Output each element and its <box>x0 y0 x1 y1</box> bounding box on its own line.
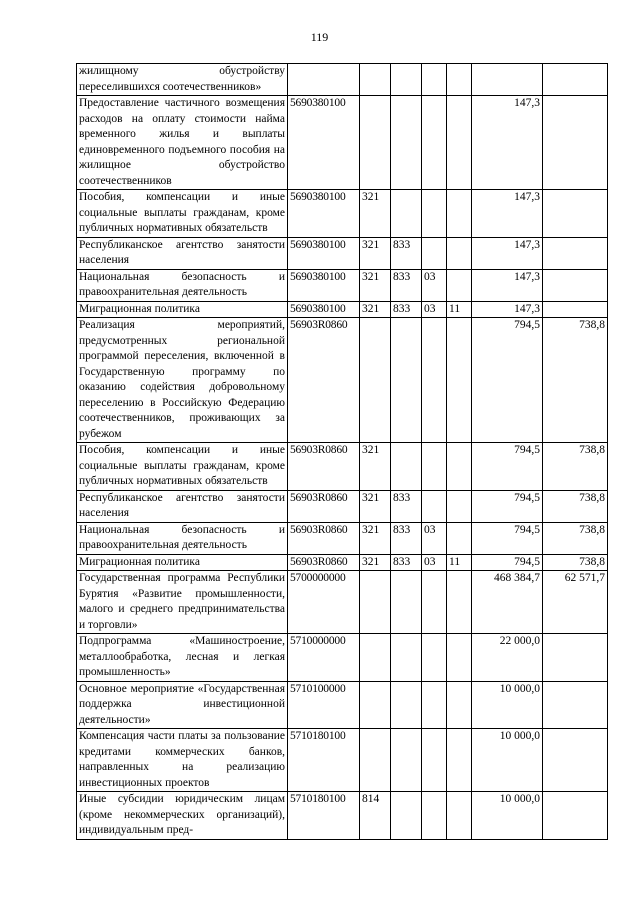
cell-amount-1: 22 000,0 <box>472 634 543 682</box>
cell-administrator: 833 <box>391 522 422 554</box>
table-row <box>77 571 608 634</box>
cell-subsection <box>447 490 472 522</box>
cell-subsection <box>447 64 472 96</box>
cell-expense-type <box>360 634 391 682</box>
cell-name: Пособия, компенсации и иные социальные выплаты гражданам, кроме публичных нормативных обязательств <box>77 443 288 491</box>
cell-amount-2 <box>543 729 608 792</box>
cell-expense-type <box>360 96 391 190</box>
cell-name: Предоставление частичного возмещения расходов на оплату стоимости найма временного жилья и выплаты единовременного подъемного пособия на жилищное обустройство соотечественников <box>77 96 288 190</box>
cell-expense-type: 321 <box>360 554 391 571</box>
cell-section: 03 <box>422 554 447 571</box>
cell-section <box>422 96 447 190</box>
cell-administrator <box>391 443 422 491</box>
cell-amount-1: 794,5 <box>472 318 543 443</box>
cell-target-article: 5690380100 <box>288 269 360 301</box>
cell-target-article: 5710180100 <box>288 792 360 840</box>
cell-administrator <box>391 729 422 792</box>
table-row <box>77 443 608 491</box>
cell-amount-1: 794,5 <box>472 443 543 491</box>
cell-name: Национальная безопасность и правоохранительная деятельность <box>77 269 288 301</box>
table-row <box>77 681 608 729</box>
cell-subsection <box>447 571 472 634</box>
cell-target-article: 56903R0860 <box>288 522 360 554</box>
cell-section: 03 <box>422 269 447 301</box>
cell-amount-1: 147,3 <box>472 269 543 301</box>
cell-amount-1: 10 000,0 <box>472 792 543 840</box>
cell-name: жилищному обустройству переселившихся соотечественников» <box>77 64 288 96</box>
cell-section <box>422 571 447 634</box>
cell-target-article: 5690380100 <box>288 190 360 238</box>
cell-name: Государственная программа Республики Бурятия «Развитие промышленности, малого и среднего предпринимательства и торговли» <box>77 571 288 634</box>
cell-section <box>422 681 447 729</box>
cell-subsection <box>447 96 472 190</box>
cell-section <box>422 64 447 96</box>
cell-name: Национальная безопасность и правоохранительная деятельность <box>77 522 288 554</box>
cell-section <box>422 634 447 682</box>
cell-expense-type: 321 <box>360 301 391 318</box>
table-row <box>77 301 608 318</box>
cell-subsection <box>447 269 472 301</box>
cell-amount-2 <box>543 792 608 840</box>
cell-amount-1: 147,3 <box>472 237 543 269</box>
cell-amount-2 <box>543 634 608 682</box>
cell-section <box>422 190 447 238</box>
cell-subsection <box>447 190 472 238</box>
cell-amount-2 <box>543 64 608 96</box>
table-row <box>77 190 608 238</box>
cell-administrator <box>391 96 422 190</box>
table-row <box>77 634 608 682</box>
cell-expense-type: 321 <box>360 490 391 522</box>
cell-subsection <box>447 792 472 840</box>
cell-section <box>422 237 447 269</box>
cell-name: Пособия, компенсации и иные социальные выплаты гражданам, кроме публичных нормативных обязательств <box>77 190 288 238</box>
cell-name: Иные субсидии юридическим лицам (кроме некоммерческих организаций), индивидуальным пред- <box>77 792 288 840</box>
cell-name: Подпрограмма «Машиностроение, металлообработка, лесная и легкая промышленность» <box>77 634 288 682</box>
page-number: 119 <box>310 30 329 44</box>
table-row <box>77 237 608 269</box>
cell-target-article: 5710180100 <box>288 729 360 792</box>
cell-administrator <box>391 64 422 96</box>
cell-target-article: 5710100000 <box>288 681 360 729</box>
cell-amount-2: 738,8 <box>543 522 608 554</box>
cell-administrator <box>391 634 422 682</box>
cell-subsection <box>447 318 472 443</box>
cell-subsection <box>447 681 472 729</box>
table-row <box>77 64 608 96</box>
table-body <box>77 64 608 840</box>
cell-amount-1: 468 384,7 <box>472 571 543 634</box>
cell-amount-1: 794,5 <box>472 522 543 554</box>
cell-amount-1 <box>472 64 543 96</box>
cell-amount-2 <box>543 301 608 318</box>
cell-administrator: 833 <box>391 490 422 522</box>
cell-target-article: 5710000000 <box>288 634 360 682</box>
cell-target-article: 5690380100 <box>288 301 360 318</box>
cell-name: Основное мероприятие «Государственная поддержка инвестиционной деятельности» <box>77 681 288 729</box>
cell-section <box>422 318 447 443</box>
cell-name: Миграционная политика <box>77 554 288 571</box>
cell-amount-2: 738,8 <box>543 443 608 491</box>
cell-target-article: 5690380100 <box>288 237 360 269</box>
cell-amount-2: 738,8 <box>543 490 608 522</box>
cell-expense-type <box>360 318 391 443</box>
cell-name: Реализация мероприятий, предусмотренных региональной программой переселения, включенной в Государственную программу по оказанию содействия добровольному переселению в Российскую Федерацию соотечественников, проживающих за рубежом <box>77 318 288 443</box>
cell-amount-2 <box>543 269 608 301</box>
table-row <box>77 729 608 792</box>
cell-amount-1: 794,5 <box>472 490 543 522</box>
cell-name: Компенсация части платы за пользование кредитами коммерческих банков, направленных на реализацию инвестиционных проектов <box>77 729 288 792</box>
table-row <box>77 522 608 554</box>
cell-amount-1: 147,3 <box>472 96 543 190</box>
cell-amount-1: 147,3 <box>472 190 543 238</box>
cell-target-article: 56903R0860 <box>288 318 360 443</box>
cell-section <box>422 792 447 840</box>
cell-expense-type: 321 <box>360 443 391 491</box>
cell-administrator <box>391 318 422 443</box>
cell-name: Миграционная политика <box>77 301 288 318</box>
cell-expense-type: 321 <box>360 269 391 301</box>
cell-amount-2 <box>543 681 608 729</box>
cell-amount-1: 794,5 <box>472 554 543 571</box>
cell-subsection <box>447 443 472 491</box>
cell-administrator <box>391 792 422 840</box>
cell-expense-type <box>360 681 391 729</box>
cell-administrator: 833 <box>391 237 422 269</box>
cell-amount-2 <box>543 190 608 238</box>
cell-section: 03 <box>422 301 447 318</box>
cell-name: Республиканское агентство занятости населения <box>77 237 288 269</box>
cell-section <box>422 490 447 522</box>
cell-expense-type <box>360 571 391 634</box>
cell-section: 03 <box>422 522 447 554</box>
cell-subsection <box>447 522 472 554</box>
table-row <box>77 554 608 571</box>
cell-target-article: 56903R0860 <box>288 554 360 571</box>
cell-expense-type: 814 <box>360 792 391 840</box>
cell-amount-1: 10 000,0 <box>472 681 543 729</box>
cell-name: Республиканское агентство занятости населения <box>77 490 288 522</box>
cell-subsection: 11 <box>447 301 472 318</box>
cell-amount-2 <box>543 96 608 190</box>
cell-expense-type: 321 <box>360 190 391 238</box>
cell-subsection <box>447 634 472 682</box>
cell-amount-2: 738,8 <box>543 554 608 571</box>
cell-target-article: 56903R0860 <box>288 443 360 491</box>
cell-amount-1: 147,3 <box>472 301 543 318</box>
cell-administrator: 833 <box>391 554 422 571</box>
table-row <box>77 490 608 522</box>
table-row <box>77 96 608 190</box>
cell-administrator: 833 <box>391 269 422 301</box>
cell-amount-2: 738,8 <box>543 318 608 443</box>
cell-target-article <box>288 64 360 96</box>
cell-amount-2: 62 571,7 <box>543 571 608 634</box>
budget-table <box>76 63 608 840</box>
cell-expense-type: 321 <box>360 522 391 554</box>
cell-administrator: 833 <box>391 301 422 318</box>
cell-administrator <box>391 190 422 238</box>
cell-amount-1: 10 000,0 <box>472 729 543 792</box>
cell-section <box>422 443 447 491</box>
cell-target-article: 5700000000 <box>288 571 360 634</box>
cell-administrator <box>391 571 422 634</box>
cell-subsection: 11 <box>447 554 472 571</box>
cell-target-article: 5690380100 <box>288 96 360 190</box>
cell-target-article: 56903R0860 <box>288 490 360 522</box>
cell-expense-type <box>360 64 391 96</box>
table-row <box>77 269 608 301</box>
cell-subsection <box>447 729 472 792</box>
cell-subsection <box>447 237 472 269</box>
cell-section <box>422 729 447 792</box>
table-row <box>77 792 608 840</box>
cell-amount-2 <box>543 237 608 269</box>
cell-expense-type <box>360 729 391 792</box>
cell-administrator <box>391 681 422 729</box>
cell-expense-type: 321 <box>360 237 391 269</box>
table-row <box>77 318 608 443</box>
